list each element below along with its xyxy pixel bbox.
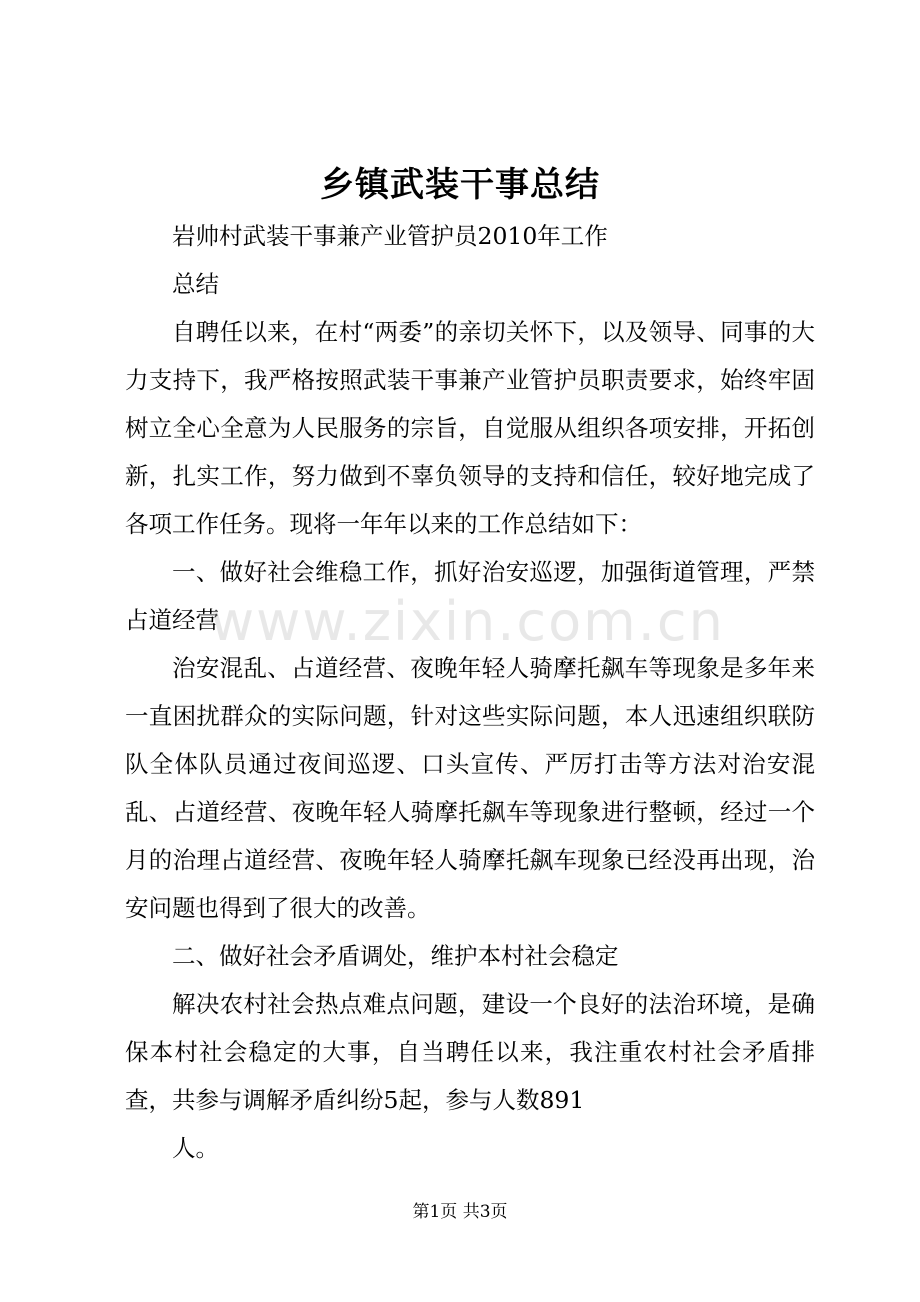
- section-heading-2: 二、做好社会矛盾调处，维护本村社会稳定: [172, 942, 619, 970]
- section-paragraph-1: 治安混乱、占道经营、夜晚年轻人骑摩托飙车等现象是多年来一直困扰群众的实际问题，针对这些实际问题，本人迅速组织联防队全体队员通过夜间巡逻、口头宣传、严厉打击等方法对治安混乱、占道经营、夜晚年轻人骑摩托飙车等现象进行整顿，经过一个月的治理占道经营、夜晚年轻人骑摩托飙车现象已经没再出现，治安问题也得到了很大的改善。: [125, 654, 815, 922]
- page-footer: 第1页 共3页: [412, 1202, 508, 1222]
- subtitle-line-1: 岩帅村武装干事兼产业管护员2010年工作: [172, 222, 608, 250]
- document-body: [125, 212, 815, 1172]
- section-heading-1: 一、做好社会维稳工作，抓好治安巡逻，加强街道管理，严禁占道经营: [125, 558, 815, 634]
- section-paragraph-2-end: 人。: [172, 1134, 219, 1162]
- watermark: www.zixin.com.cn: [210, 590, 725, 653]
- intro-paragraph: 自聘任以来，在村“两委”的亲切关怀下，以及领导、同事的大力支持下，我严格按照武装干事兼产业管护员职责要求，始终牢固树立全心全意为人民服务的宗旨，自觉服从组织各项安排，开拓创新，扎实工作，努力做到不辜负领导的支持和信任，较好地完成了各项工作任务。现将一年年以来的工作总结如下：: [125, 318, 815, 538]
- section-paragraph-2: 解决农村社会热点难点问题，建设一个良好的法治环境，是确保本村社会稳定的大事，自当聘任以来，我注重农村社会矛盾排查，共参与调解矛盾纠纷5起，参与人数891: [125, 990, 815, 1114]
- subtitle-line-2: 总结: [172, 270, 219, 298]
- document-title: 乡镇武装干事总结: [320, 165, 600, 205]
